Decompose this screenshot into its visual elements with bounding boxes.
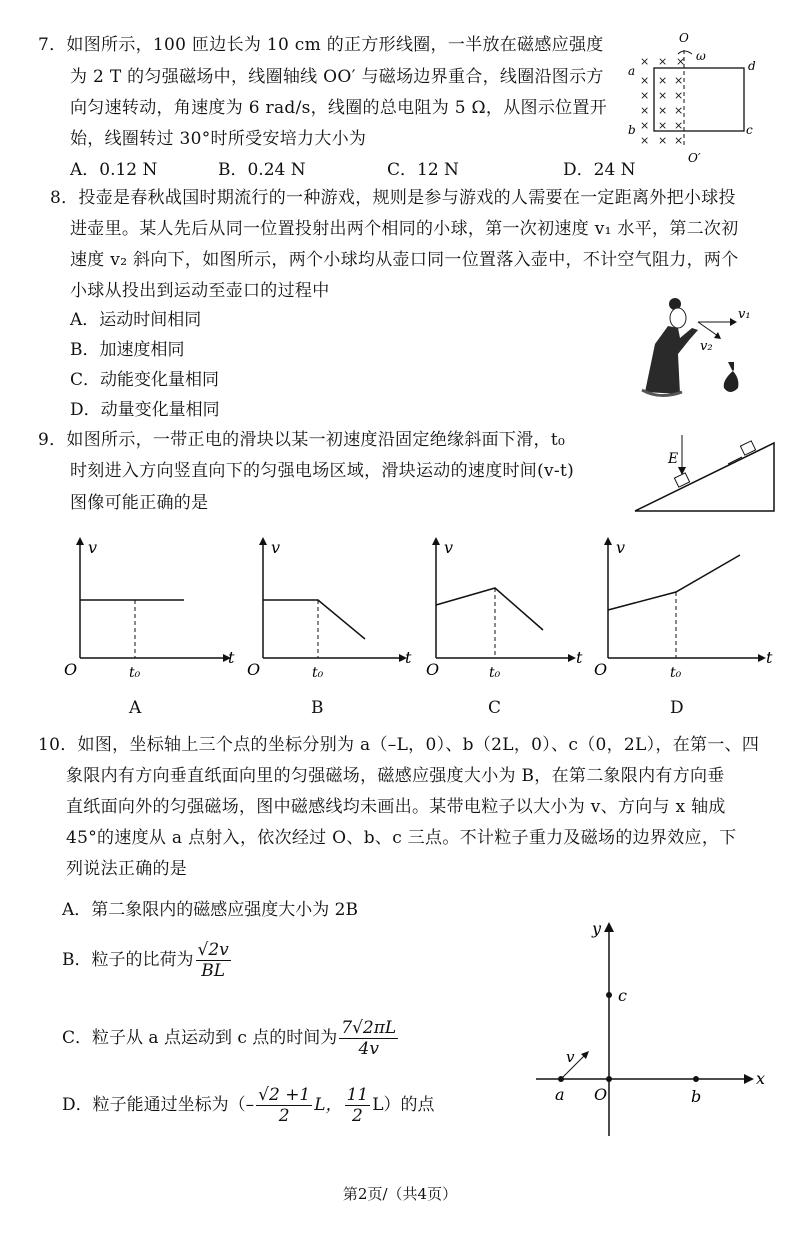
svg-text:×: × — [640, 134, 650, 147]
svg-text:v: v — [88, 538, 98, 557]
q7-line: 始，线圈转过 30°时所受安培力大小为 — [70, 129, 367, 149]
vt-line — [436, 588, 543, 630]
label-O-prime: O′ — [688, 151, 701, 165]
svg-text:v: v — [566, 1048, 575, 1066]
q8-option-c: C．动能变化量相同 — [70, 370, 220, 390]
q8-option-b: B．加速度相同 — [70, 340, 185, 360]
svg-text:v: v — [444, 538, 454, 557]
label-b: b — [628, 123, 636, 137]
q10-axes-figure — [530, 918, 780, 1138]
svg-text:×: × — [640, 89, 650, 102]
svg-text:y: y — [592, 919, 602, 938]
q9-incline-figure — [632, 435, 782, 515]
svg-text:×: × — [640, 55, 650, 68]
q8-line: 小球从投出到运动至壶口的过程中 — [70, 281, 330, 301]
q8-line: 进壶里。某人先后从同一位置投射出两个相同的小球，第一次初速度 v₁ 水平，第二次初 — [70, 219, 739, 239]
vt-graph-d — [588, 535, 778, 685]
svg-text:b: b — [691, 1087, 702, 1106]
q9-line: 9．如图所示，一带正电的滑块以某一初速度沿固定绝缘斜面下滑，t₀ — [38, 430, 566, 450]
q7-line: 向匀速转动，角速度为 6 rad/s，线圈的总电阻为 5 Ω，从图示位置开 — [70, 98, 608, 118]
label-c: c — [746, 123, 753, 137]
svg-text:a: a — [555, 1085, 565, 1104]
label-O: O — [679, 31, 689, 45]
svg-text:×: × — [640, 119, 650, 132]
svg-text:×: × — [658, 104, 668, 117]
svg-text:×: × — [674, 119, 684, 132]
vt-line — [263, 600, 365, 639]
q7-option-a: A．0.12 N — [70, 160, 158, 180]
page-footer: 第2页/（共4页） — [342, 1185, 458, 1203]
svg-text:t₀: t₀ — [670, 665, 682, 681]
q10-line: 45°的速度从 a 点射入，依次经过 O、b、c 三点。不计粒子重力及磁场的边界效应，下 — [66, 828, 737, 848]
q10-option-a: A．第二象限内的磁感应强度大小为 2B — [62, 900, 358, 920]
svg-text:t₀: t₀ — [312, 665, 324, 681]
vt-graph-b — [243, 535, 423, 685]
svg-text:×: × — [658, 119, 668, 132]
svg-text:×: × — [640, 104, 650, 117]
q10-line: 直纸面向外的匀强磁场，图中磁感线均未画出。某带电粒子以大小为 v、方向与 x 轴成 — [66, 797, 726, 817]
svg-text:O: O — [64, 660, 78, 679]
label-d: d — [748, 59, 756, 73]
svg-text:t: t — [576, 648, 583, 667]
q10-option-b: B．粒子的比荷为 $\frac{√2v}{BL}$ — [62, 940, 229, 981]
label-omega: ω — [696, 49, 706, 63]
svg-text:O: O — [247, 660, 261, 679]
svg-text:c: c — [618, 986, 627, 1005]
svg-text:×: × — [676, 55, 686, 68]
q10-option-d: D．粒子能通过坐标为（– $\frac{√2 +1}{2}$ L， $\frac{11}{2}$ L）的点 — [62, 1085, 435, 1126]
q7-line: 为 2 T 的匀强磁场中，线圈轴线 OO′ 与磁场边界重合，线圈沿图示方 — [70, 67, 604, 87]
svg-text:×: × — [658, 134, 668, 147]
q8-line: 8．投壶是春秋战国时期流行的一种游戏，规则是参与游戏的人需要在一定距离外把小球投 — [50, 188, 736, 208]
svg-text:×: × — [674, 104, 684, 117]
svg-text:×: × — [674, 89, 684, 102]
q7-option-d: D．24 N — [563, 160, 636, 180]
svg-text:×: × — [658, 89, 668, 102]
svg-text:×: × — [640, 74, 650, 87]
svg-text:×: × — [674, 134, 684, 147]
label-v2: v₂ — [700, 339, 713, 354]
vt-line — [608, 555, 740, 610]
q8-line: 速度 v₂ 斜向下，如图所示，两个小球均从壶口同一位置落入壶中，不计空气阻力，两个 — [70, 250, 739, 270]
label-v1: v₁ — [738, 307, 751, 322]
vt-graph-a — [60, 535, 240, 685]
svg-text:O: O — [594, 660, 608, 679]
svg-text:t: t — [228, 648, 235, 667]
fraction: $\frac{√2 +1}{2}$ — [258, 1085, 311, 1126]
q7-option-b: B．0.24 N — [218, 160, 306, 180]
label-a: a — [628, 64, 636, 78]
label-E: E — [668, 451, 679, 467]
q10-option-c: C．粒子从 a 点运动到 c 点的时间为 $\frac{7√2\pi L}{4v}$ — [62, 1018, 397, 1059]
svg-text:O: O — [426, 660, 440, 679]
q10-line: 10．如图，坐标轴上三个点的坐标分别为 a（–L，0）、b（2L，0）、c（0，2L），在第一、四 — [38, 735, 760, 755]
svg-text:t: t — [405, 648, 412, 667]
q10-line: 象限内有方向垂直纸面向里的匀强磁场，磁感应强度大小为 B，在第二象限内有方向垂 — [66, 766, 725, 786]
svg-text:×: × — [674, 74, 684, 87]
svg-text:v: v — [616, 538, 626, 557]
q9-line: 时刻进入方向竖直向下的匀强电场区域，滑块运动的速度时间(v-t) — [70, 461, 575, 481]
q10-line: 列说法正确的是 — [66, 859, 188, 879]
q8-option-a: A．运动时间相同 — [70, 310, 202, 330]
vt-graph-c — [416, 535, 596, 685]
fraction: $\frac{7√2\pi L}{4v}$ — [341, 1018, 397, 1059]
q7-line: 7．如图所示，100 匝边长为 10 cm 的正方形线圈，一半放在磁感应强度 — [38, 35, 604, 55]
svg-text:×: × — [658, 55, 668, 68]
svg-text:t₀: t₀ — [489, 665, 501, 681]
svg-text:×: × — [658, 74, 668, 87]
graph-label-c: C — [488, 698, 502, 718]
q8-touhu-figure — [620, 300, 770, 400]
q8-option-d: D．动量变化量相同 — [70, 400, 220, 420]
svg-text:v: v — [271, 538, 281, 557]
q9-line: 图像可能正确的是 — [70, 493, 209, 513]
svg-text:t: t — [766, 648, 773, 667]
graph-label-b: B — [311, 698, 324, 718]
fraction: $\frac{11}{2}$ — [346, 1085, 369, 1126]
q7-coil-figure — [628, 30, 756, 165]
graph-label-d: D — [670, 698, 684, 718]
fraction: $\frac{√2v}{BL}$ — [197, 940, 229, 981]
svg-text:O: O — [594, 1085, 608, 1104]
svg-text:t₀: t₀ — [129, 665, 141, 681]
q7-option-c: C．12 N — [387, 160, 459, 180]
graph-label-a: A — [129, 698, 142, 718]
svg-text:x: x — [756, 1069, 766, 1088]
